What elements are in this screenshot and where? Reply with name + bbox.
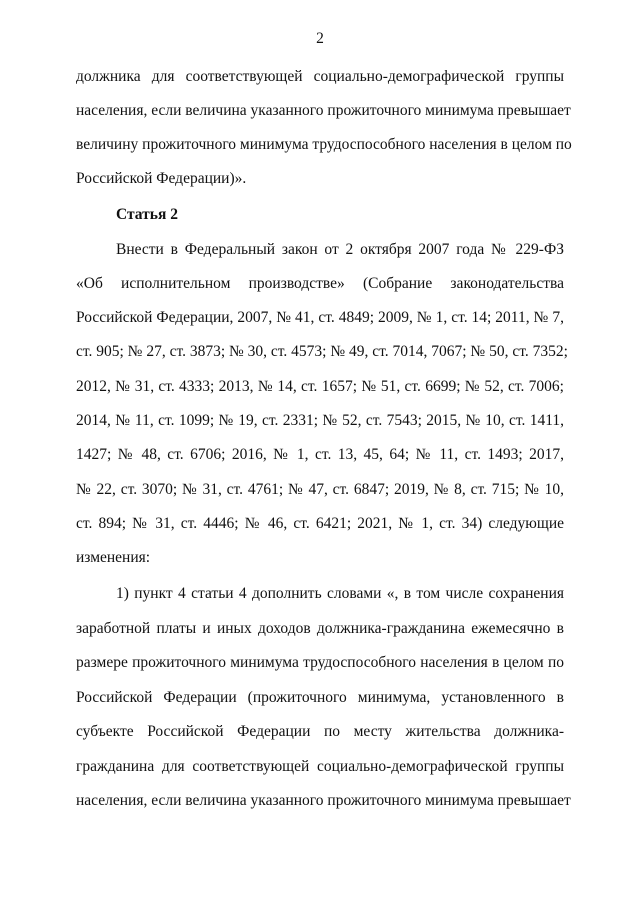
text-line: населения, если величина указанного прожиточного минимума превышает: [76, 792, 571, 809]
text-line: гражданина для соответствующей социально-демографической группы: [76, 758, 564, 775]
text-line: размере прожиточного минимума трудоспособного населения в целом по: [76, 654, 564, 671]
text-line: субъекте Российской Федерации по месту жительства должника-: [76, 723, 564, 740]
text-line: изменения:: [76, 549, 151, 566]
text-line: ст. 894; № 31, ст. 4446; № 46, ст. 6421; 2021, № 1, ст. 34) следующие: [76, 515, 564, 532]
text-line: 2014, № 11, ст. 1099; № 19, ст. 2331; № 52, ст. 7543; 2015, № 10, ст. 1411,: [76, 412, 564, 429]
page-number: 2: [316, 30, 324, 47]
text-line: Внести в Федеральный закон от 2 октября 2007 года № 229-ФЗ: [116, 241, 564, 258]
text-line: 2012, № 31, ст. 4333; 2013, № 14, ст. 1657; № 51, ст. 6699; № 52, ст. 7006;: [76, 378, 564, 395]
article-heading: Статья 2: [116, 206, 178, 223]
text-line: Российской Федерации)».: [76, 170, 247, 187]
text-line: Российской Федерации, 2007, № 41, ст. 4849; 2009, № 1, ст. 14; 2011, № 7,: [76, 309, 564, 326]
text-line: № 22, ст. 3070; № 31, ст. 4761; № 47, ст. 6847; 2019, № 8, ст. 715; № 10,: [76, 481, 564, 498]
text-line: 1427; № 48, ст. 6706; 2016, № 1, ст. 13, 45, 64; № 11, ст. 1493; 2017,: [76, 446, 564, 463]
text-line: населения, если величина указанного прожиточного минимума превышает: [76, 102, 571, 119]
text-line: Российской Федерации (прожиточного минимума, установленного в: [76, 689, 564, 706]
text-line: величину прожиточного минимума трудоспособного населения в целом по: [76, 136, 572, 153]
text-line: 1) пункт 4 статьи 4 дополнить словами «, в том числе сохранения: [116, 585, 564, 602]
text-line: заработной платы и иных доходов должника-гражданина ежемесячно в: [76, 620, 564, 637]
text-line: ст. 905; № 27, ст. 3873; № 30, ст. 4573; № 49, ст. 7014, 7067; № 50, ст. 7352;: [76, 343, 568, 360]
text-line: должника для соответствующей социально-демографической группы: [76, 68, 564, 85]
text-line: «Об исполнительном производстве» (Собрание законодательства: [76, 275, 564, 292]
